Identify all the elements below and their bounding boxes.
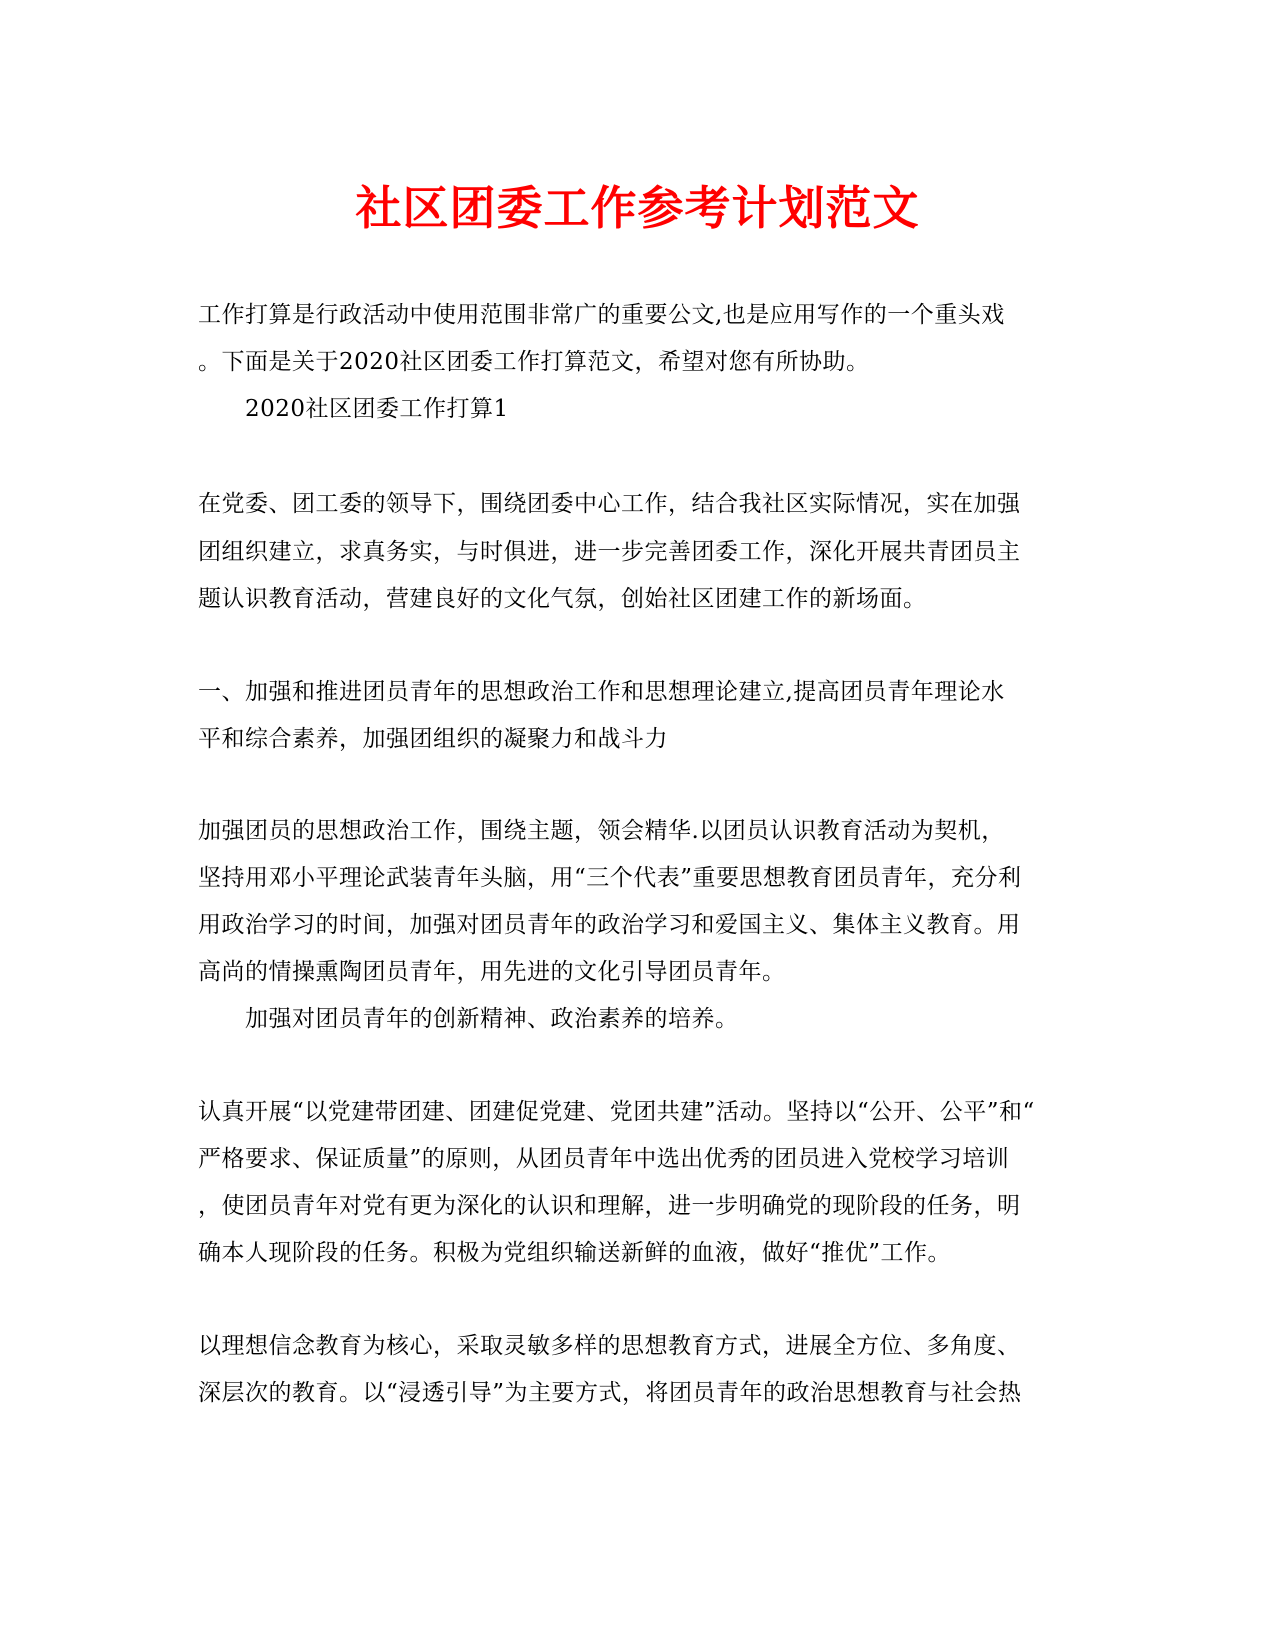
paragraph-4-line-3: ，使团员青年对党有更为深化的认识和理解，进一步明确党的现阶段的任务，明: [198, 1193, 1021, 1219]
paragraph-3-line-1: 加强对团员青年的创新精神、政治素养的培养。: [245, 1006, 739, 1032]
paragraph-2-line-4: 高尚的情操熏陶团员青年，用先进的文化引导团员青年。: [198, 959, 786, 985]
paragraph-2-line-3: 用政治学习的时间，加强对团员青年的政治学习和爱国主义、集体主义教育。用: [198, 912, 1021, 938]
paragraph-1-line-1: 在党委、团工委的领导下，围绕团委中心工作，结合我社区实际情况，实在加强: [198, 491, 1021, 517]
paragraph-4-line-4: 确本人现阶段的任务。积极为党组织输送新鲜的血液，做好“推优”工作。: [198, 1240, 952, 1266]
paragraph-5-line-1: 以理想信念教育为核心，采取灵敏多样的思想教育方式，进展全方位、多角度、: [198, 1333, 1021, 1359]
paragraph-4-line-2: 严格要求、保证质量”的原则，从团员青年中选出优秀的团员进入党校学习培训: [198, 1146, 1010, 1172]
paragraph-1-line-2: 团组织建立，求真务实，与时俱进，进一步完善团委工作，深化开展共青团员主: [198, 539, 1021, 565]
document-title: 社区团委工作参考计划范文: [355, 181, 920, 235]
heading-1-line-2: 平和综合素养，加强团组织的凝聚力和战斗力: [198, 726, 668, 752]
intro-line-2: 。下面是关于2020社区团委工作打算范文，希望对您有所协助。: [198, 349, 870, 375]
paragraph-1-line-3: 题认识教育活动，营建良好的文化气氛，创始社区团建工作的新场面。: [198, 586, 927, 612]
intro-line-1: 工作打算是行政活动中使用范围非常广的重要公文,也是应用写作的一个重头戏: [198, 302, 1005, 328]
heading-1-line-1: 一、加强和推进团员青年的思想政治工作和思想理论建立,提高团员青年理论水: [198, 679, 1005, 705]
paragraph-5-line-2: 深层次的教育。以“浸透引导”为主要方式，将团员青年的政治思想教育与社会热: [198, 1380, 1022, 1406]
paragraph-2-line-2: 坚持用邓小平理论武装青年头脑，用“三个代表”重要思想教育团员青年，充分利: [198, 865, 1022, 891]
paragraph-2-line-1: 加强团员的思想政治工作，围绕主题，领会精华.以团员认识教育活动为契机，: [198, 818, 1005, 844]
section-heading-plan-1: 2020社区团委工作打算1: [245, 396, 509, 422]
paragraph-4-line-1: 认真开展“以党建带团建、团建促党建、党团共建”活动。坚持以“公开、公平”和“: [198, 1099, 1035, 1125]
